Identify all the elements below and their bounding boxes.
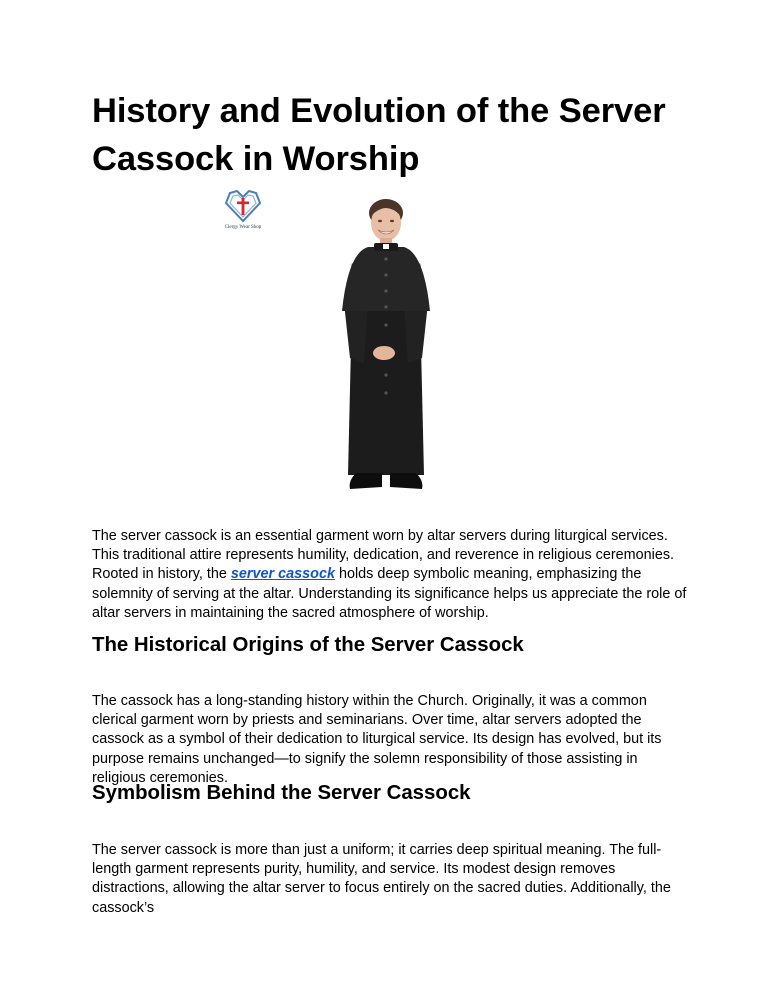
- page-title: History and Evolution of the Server Cassock in Worship: [92, 92, 666, 178]
- intro-text-before: The server cassock is an essential garment worn by altar servers during liturgical services. This traditional attire represents humility, dedication, and reverence in religious ceremonies. Rooted in history, the: [92, 528, 675, 583]
- intro-paragraph: [92, 527, 692, 623]
- clergy-wear-shop-logo: [218, 187, 268, 237]
- server-cassock-link[interactable]: server cassock: [230, 566, 335, 583]
- section-heading-symbolism: Symbolism Behind the Server Cassock: [92, 782, 471, 804]
- boy-in-cassock-image: [328, 193, 442, 495]
- section-paragraph-symbolism: The server cassock is more than just a uniform; it carries deep spiritual meaning. The full-length garment represents purity, humility, and service. Its modest design removes distractions, allowing the altar server to focus entirely on the sacred duties. Additionally, the cassock’s: [92, 842, 671, 916]
- hero-figure: [200, 183, 500, 503]
- section-paragraph-historical-origins: The cassock has a long-standing history within the Church. Originally, it was a common clerical garment worn by priests and seminarians. Over time, altar servers adopted the cassock as a symbol of their dedication to liturgical service. Its design has evolved, but its purpose remains unchanged—to signify the solemn responsibility of those assisting in religious ceremonies.: [92, 693, 662, 786]
- heart-cross-logo-icon: [218, 187, 268, 225]
- section-heading-historical-origins: The Historical Origins of the Server Cassock: [92, 634, 524, 656]
- logo-text: Clergy Wear Shop: [224, 225, 262, 230]
- intro-text-after: holds deep symbolic meaning, emphasizing the solemnity of serving at the altar. Understanding its significance helps us appreciate the role of altar servers in maintaining the sacred atmosphere of worship.: [92, 566, 687, 621]
